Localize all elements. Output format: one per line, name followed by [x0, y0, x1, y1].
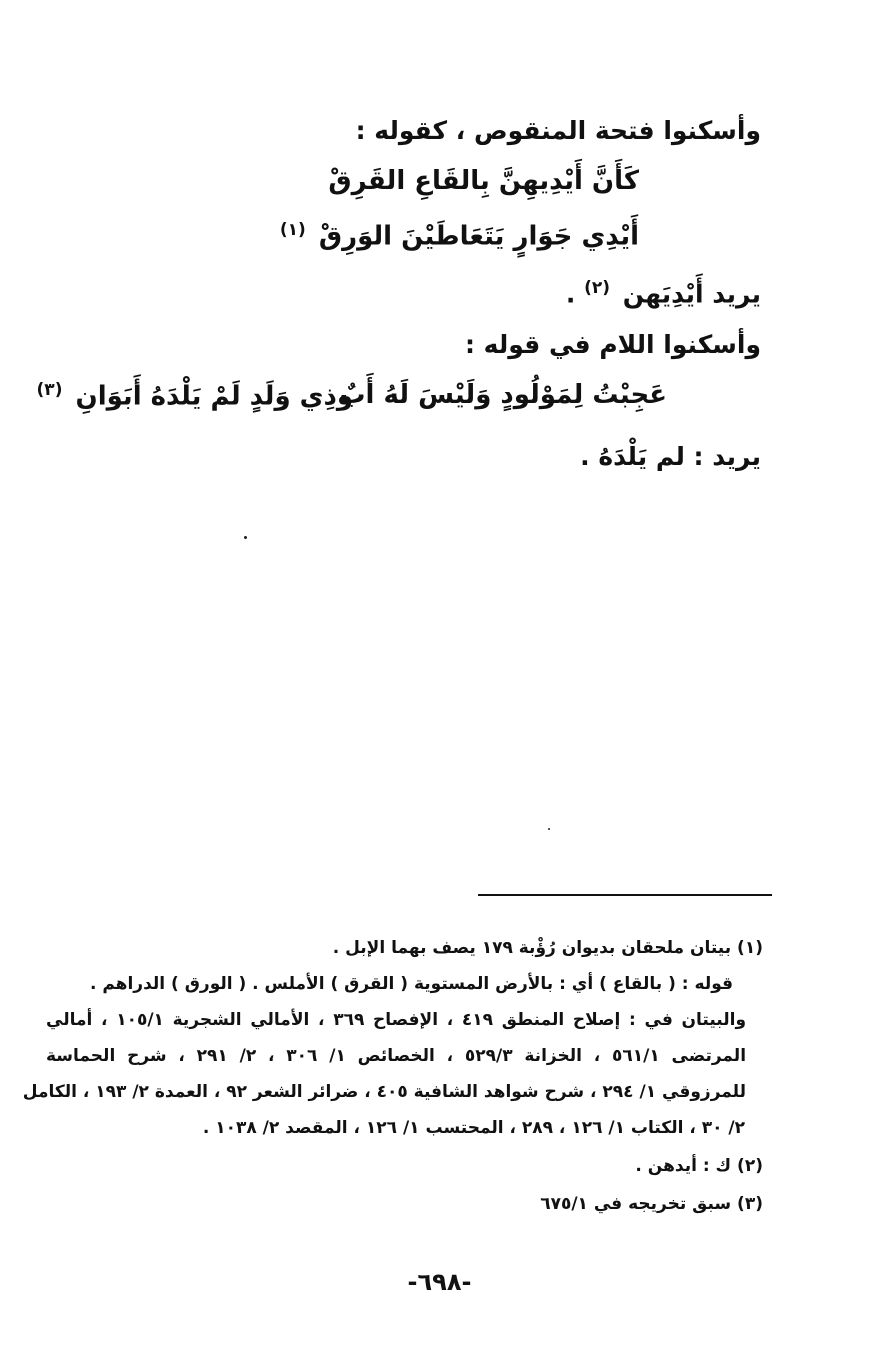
verse-line-1: كَأَنَّ أَيْدِيهِنَّ بِالقَاعِ القَرِقْ	[328, 166, 639, 196]
footnote-1-sources-line-4: ٢/ ٣٠ ، الكتاب ١/ ١٢٦ ، ٢٨٩ ، المحتسب ١/ ١٢٦ ، المقصد ٢/ ١٠٣٨ .	[202, 1118, 745, 1138]
footnote-1: (١) بيتان ملحقان بديوان رُؤْبة ١٧٩ يصف بهما الإبل .	[332, 938, 763, 958]
verse-hemistich-2	[37, 380, 353, 412]
page-number: -٦٩٨-	[407, 1268, 472, 1296]
text-line-4-end: .	[565, 279, 576, 309]
footnote-1-gloss: قوله : ( بالقاع ) أي : بالأرض المستوية ( القرق ) الأملس . ( الورق ) الدراهم .	[89, 974, 733, 994]
text-line-1: وأسكنوا فتحة المنقوص ، كقوله :	[355, 116, 761, 145]
scan-speck	[548, 828, 550, 830]
text-line-5: وأسكنوا اللام في قوله :	[464, 330, 761, 359]
verse-line-2-text: أَيْدِي جَوَارٍ يَتَعَاطَيْنَ الوَرِقْ	[318, 221, 639, 252]
text-line-7: يريد : لم يَلْدَهُ .	[580, 442, 761, 471]
footnote-3: (٣) سبق تخريجه في ٦٧٥/١	[540, 1194, 763, 1214]
footnote-ref-1: (١)	[279, 220, 306, 240]
footnote-1-sources-line-3: للمرزوقي ١/ ٢٩٤ ، شرح شواهد الشافية ٤٠٥ ، ضرائر الشعر ٩٢ ، العمدة ٢/ ١٩٣ ، الكامل	[22, 1082, 746, 1102]
text-line-4-text: يريد أَيْدِيَهن	[622, 279, 761, 309]
footnote-ref-2: (٢)	[584, 278, 611, 298]
footnote-separator	[478, 894, 772, 896]
footnote-2: (٢) ك : أيدهن .	[635, 1156, 763, 1176]
verse-line-2	[280, 220, 639, 252]
verse-hemistich-1: عَجِبْتُ لِمَوْلُودٍ وَلَيْسَ لَهُ أَبٌ	[339, 380, 667, 410]
footnote-ref-3: (٣)	[36, 380, 63, 400]
scan-speck	[244, 536, 247, 539]
text-line-4	[566, 278, 761, 308]
verse-hemistich-2-text: وذِي وَلَدٍ لَمْ يَلْدَهُ أَبَوَانِ	[75, 381, 353, 412]
footnote-1-sources-line-2: المرتضى ٥٦١/١ ، الخزانة ٥٢٩/٣ ، الخصائص ١/ ٣٠٦ ، ٢/ ٢٩١ ، شرح الحماسة	[46, 1046, 747, 1066]
footnote-1-sources-line-1: والبيتان في : إصلاح المنطق ٤١٩ ، الإفصاح ٣٦٩ ، الأمالي الشجرية ١٠٥/١ ، أمالي	[46, 1010, 747, 1030]
